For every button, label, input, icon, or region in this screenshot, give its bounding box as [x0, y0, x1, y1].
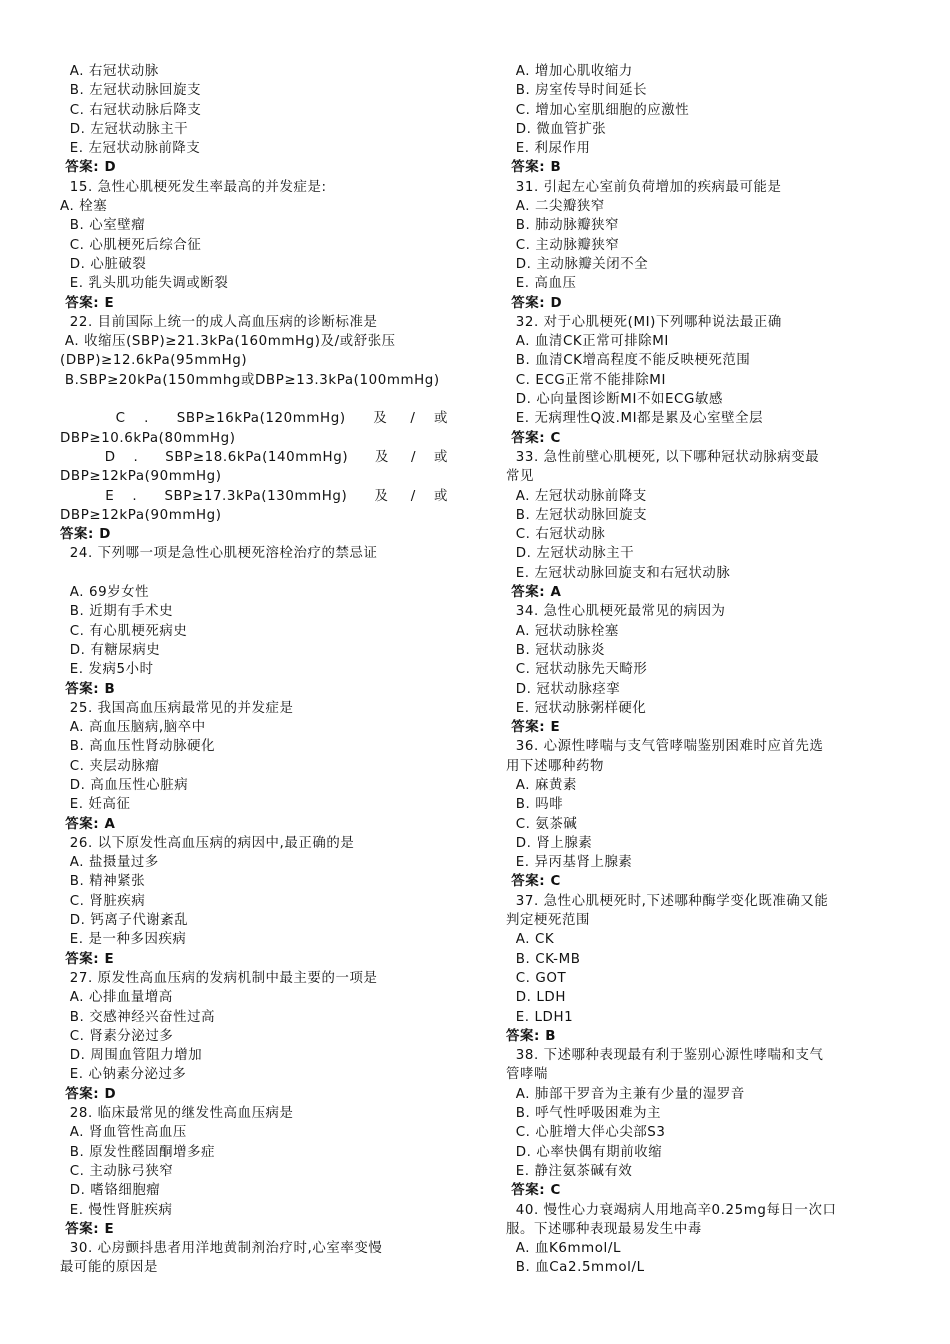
text-line: C. 主动脉弓狭窄: [60, 1163, 174, 1179]
text-line: E. 妊高征: [60, 797, 131, 813]
text-line: D. 左冠状动脉主干: [60, 121, 189, 137]
text-line: 38. 下述哪种表现最有利于鉴别心源性哮喘和支气: [506, 1048, 824, 1064]
text-line: 37. 急性心肌梗死时,下述哪种酶学变化既准确又能: [506, 893, 829, 909]
text-line: 28. 临床最常见的继发性高血压病是: [60, 1106, 294, 1122]
text-line: B. CK-MB: [506, 951, 581, 967]
text-line: B. 精神紧张: [60, 874, 146, 890]
text-line: D. 冠状动脉痉挛: [506, 681, 621, 697]
answer-line: 答案: E: [60, 1221, 115, 1237]
text-line: E. 慢性肾脏疾病: [60, 1202, 173, 1218]
text-line: D. 微血管扩张: [506, 121, 607, 137]
text-line: 22. 目前国际上统一的成人高血压病的诊断标准是: [60, 314, 378, 330]
text-line: C. 肾脏疾病: [60, 893, 146, 909]
text-line: E. 冠状动脉粥样硬化: [506, 700, 647, 716]
text-line: C. 主动脉瓣狭窄: [506, 237, 620, 253]
answer-line: 答案: B: [60, 681, 116, 697]
text-line: B.SBP≥20kPa(150mmhg或DBP≥13.3kPa(100mmHg): [60, 372, 440, 388]
text-line: E. 高血压: [506, 276, 577, 292]
text-line: A. 肺部干罗音为主兼有少量的湿罗音: [506, 1086, 745, 1102]
text-line: B. 吗啡: [506, 797, 564, 813]
answer-line: 答案: E: [506, 720, 561, 736]
answer-line: 答案: A: [506, 585, 562, 601]
text-line: A. 二尖瓣狭窄: [506, 199, 605, 215]
text-line: C. 右冠状动脉: [506, 527, 606, 543]
text-line: A. 血清CK正常可排除MI: [506, 334, 669, 350]
text-line: E. 左冠状动脉回旋支和右冠状动脉: [506, 565, 731, 581]
text-line: C. 肾素分泌过多: [60, 1028, 174, 1044]
answer-line: 答案: A: [60, 816, 116, 832]
text-line: B. 血清CK增高程度不能反映梗死范围: [506, 353, 751, 369]
answer-line: 答案: B: [506, 160, 562, 176]
text-line: A. 肾血管性高血压: [60, 1125, 187, 1141]
text-line: D. LDH: [506, 990, 566, 1006]
text-line: B. 心室壁瘤: [60, 218, 146, 234]
text-line: B. 原发性醛固酮增多症: [60, 1144, 216, 1160]
text-line: A. 心排血量增高: [60, 990, 173, 1006]
text-line: B. 呼气性呼吸困难为主: [506, 1106, 662, 1122]
text-line: 用下述哪种药物: [506, 758, 604, 774]
text-line: B. 肺动脉瓣狭窄: [506, 218, 620, 234]
text-line: DBP≥12kPa(90mmHg): [60, 507, 222, 523]
text-line: D. 肾上腺素: [506, 835, 593, 851]
answer-line: 答案: E: [60, 295, 115, 311]
text-line: D. 心率快偶有期前收缩: [506, 1144, 663, 1160]
text-line: 27. 原发性高血压病的发病机制中最主要的一项是: [60, 970, 378, 986]
text-line: 25. 我国高血压病最常见的并发症是: [60, 700, 294, 716]
text-line: E . SBP≥17.3kPa(130mmHg) 及 / 或: [60, 488, 448, 504]
text-line: A. 冠状动脉栓塞: [506, 623, 619, 639]
answer-line: 答案: C: [506, 874, 561, 890]
text-line: 26. 以下原发性高血压病的病因中,最正确的是: [60, 835, 355, 851]
text-line: 管哮喘: [506, 1067, 548, 1083]
text-line: B. 近期有手术史: [60, 604, 174, 620]
text-line: E. 静注氨茶碱有效: [506, 1163, 633, 1179]
text-line: 34. 急性心肌梗死最常见的病因为: [506, 604, 726, 620]
text-line: 36. 心源性哮喘与支气管哮喘鉴别困难时应首先选: [506, 739, 824, 755]
text-line: B. 房室传导时间延长: [506, 83, 648, 99]
text-line: B. 血Ca2.5mmol/L: [506, 1260, 645, 1276]
text-line: C. ECG正常不能排除MI: [506, 372, 667, 388]
text-line: C. 有心肌梗死病史: [60, 623, 188, 639]
text-line: A. 右冠状动脉: [60, 64, 159, 79]
text-line: D. 心脏破裂: [60, 256, 147, 272]
text-line: 31. 引起左心室前负荷增加的疾病最可能是: [506, 179, 782, 195]
text-line: A. 69岁女性: [60, 585, 150, 601]
text-line: 常见: [506, 469, 534, 485]
text-line: A. 血K6mmol/L: [506, 1241, 622, 1257]
text-line: A. 左冠状动脉前降支: [506, 488, 647, 504]
text-line: A. 增加心肌收缩力: [506, 64, 633, 79]
text-line: C. 右冠状动脉后降支: [60, 102, 202, 118]
text-line: C. 夹层动脉瘤: [60, 758, 160, 774]
text-line: B. 交感神经兴奋性过高: [60, 1009, 216, 1025]
text-line: D. 嗜铬细胞瘤: [60, 1183, 161, 1199]
text-line: B. 左冠状动脉回旋支: [506, 507, 648, 523]
answer-line: 答案: E: [60, 951, 115, 967]
text-line: E. 异丙基肾上腺素: [506, 855, 633, 871]
answer-line: 答案: D: [60, 160, 117, 176]
text-line: D. 主动脉瓣关闭不全: [506, 256, 649, 272]
text-line: D . SBP≥18.6kPa(140mmHg) 及 / 或: [60, 449, 448, 465]
text-line: E. 是一种多因疾病: [60, 932, 187, 948]
text-line: A. 收缩压(SBP)≥21.3kPa(160mmHg)及/或舒张压: [60, 334, 396, 350]
answer-line: 答案: C: [506, 430, 561, 446]
text-line: D. 周围血管阻力增加: [60, 1048, 203, 1064]
text-line: B. 冠状动脉炎: [506, 642, 606, 658]
text-line: 服。下述哪种表现最易发生中毒: [506, 1221, 702, 1237]
text-line: 15. 急性心肌梗死发生率最高的并发症是:: [60, 179, 327, 195]
text-line: B. 左冠状动脉回旋支: [60, 83, 202, 99]
text-line: D. 有糖尿病史: [60, 642, 161, 658]
text-line: C. 冠状动脉先天畸形: [506, 662, 648, 678]
text-line: 33. 急性前壁心肌梗死, 以下哪种冠状动脉病变最: [506, 449, 820, 465]
text-line: [60, 564, 448, 583]
text-line: 30. 心房颤抖患者用洋地黄制剂治疗时,心室率变慢: [60, 1241, 383, 1257]
text-line: 判定梗死范围: [506, 913, 590, 929]
text-line: E. 无病理性Q波.MI都是累及心室壁全层: [506, 411, 764, 427]
text-line: E. 心钠素分泌过多: [60, 1067, 187, 1083]
text-line: A. 栓塞: [60, 199, 108, 215]
text-line: E. LDH1: [506, 1009, 574, 1025]
text-line: E. 左冠状动脉前降支: [60, 141, 201, 157]
text-line: A. CK: [506, 932, 555, 948]
answer-line: 答案: B: [506, 1028, 557, 1044]
text-line: E. 发病5小时: [60, 662, 154, 678]
text-line: A. 麻黄素: [506, 777, 577, 793]
right-column: [506, 62, 894, 1278]
text-line: D. 左冠状动脉主干: [506, 546, 635, 562]
text-line: D. 高血压性心脏病: [60, 777, 189, 793]
text-line: B. 高血压性肾动脉硬化: [60, 739, 216, 755]
text-line: DBP≥12kPa(90mmHg): [60, 469, 222, 485]
text-line: C. 心肌梗死后综合征: [60, 237, 202, 253]
text-line: A. 盐摄量过多: [60, 855, 159, 871]
text-line: E. 利尿作用: [506, 141, 591, 157]
text-line: C. 氨茶碱: [506, 816, 578, 832]
text-line: DBP≥10.6kPa(80mmHg): [60, 430, 236, 446]
text-line: 40. 慢性心力衰竭病人用地高辛0.25mg每日一次口: [506, 1202, 837, 1218]
answer-line: 答案: D: [60, 527, 111, 543]
left-column: [60, 62, 448, 1278]
text-line: C. GOT: [506, 970, 567, 986]
text-line: 32. 对于心肌梗死(MI)下列哪种说法最正确: [506, 314, 782, 330]
text-line: A. 高血压脑病,脑卒中: [60, 720, 206, 736]
text-line: (DBP)≥12.6kPa(95mmHg): [60, 353, 248, 369]
text-line: [60, 390, 448, 409]
text-line: C. 增加心室肌细胞的应激性: [506, 102, 690, 118]
text-line: C . SBP≥16kPa(120mmHg) 及 / 或: [60, 411, 448, 427]
text-line: 24. 下列哪一项是急性心肌梗死溶栓治疗的禁忌证: [60, 546, 378, 562]
text-line: D. 心向量图诊断MI不如ECG敏感: [506, 392, 723, 408]
text-line: D. 钙离子代谢紊乱: [60, 913, 189, 929]
text-line: C. 心脏增大伴心尖部S3: [506, 1125, 666, 1141]
answer-line: 答案: D: [506, 295, 563, 311]
answer-line: 答案: D: [60, 1086, 117, 1102]
text-line: 最可能的原因是: [60, 1260, 158, 1276]
text-line: E. 乳头肌功能失调或断裂: [60, 276, 229, 292]
answer-line: 答案: C: [506, 1183, 561, 1199]
